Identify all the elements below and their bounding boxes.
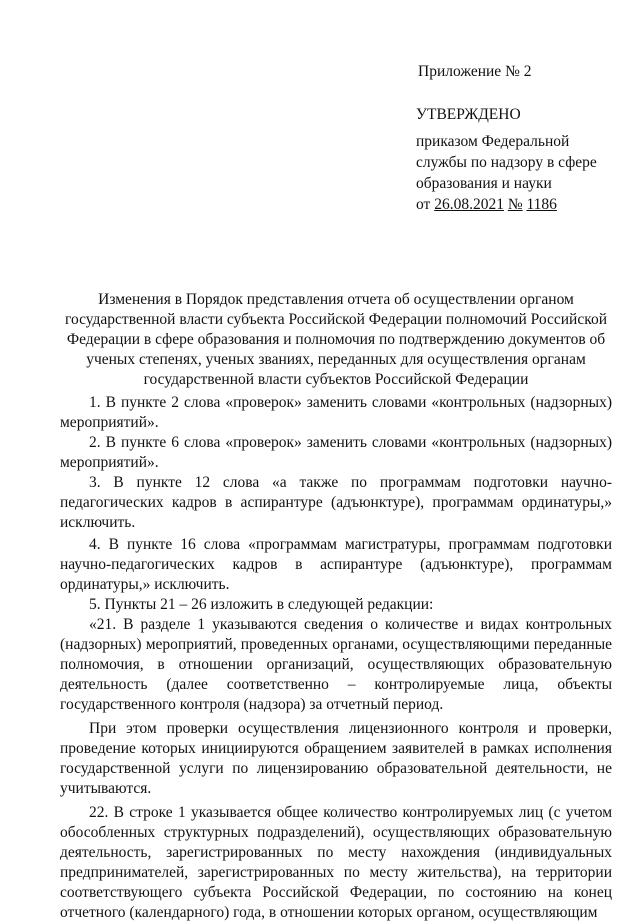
order-date: 26.08.2021 <box>434 196 504 213</box>
title-line: государственной власти субъектов Российской Федерации <box>143 371 529 388</box>
approved-heading: УТВЕРЖДЕНО <box>416 106 521 123</box>
title-line: ученых степенях, ученых званиях, переданных для осуществления органам <box>86 351 586 368</box>
number-label: № <box>507 196 523 213</box>
title-line: Изменения в Порядок представления отчета об осуществлении органом <box>98 291 574 308</box>
order-number: 1186 <box>526 196 557 213</box>
paragraph-item-5: 5. Пункты 21 – 26 изложить в следующей редакции: <box>89 596 434 613</box>
paragraph-item-2: 2. В пункте 6 слова «проверок» заменить словами «контрольных (надзорных) мероприятий». <box>60 434 612 471</box>
paragraph-note: При этом проверки осуществления лицензионного контроля и проверки, проведение которых инициируются обращением заявителей в рамках исполнения государственной услуги по лицензированию образовательной деятельности, не учитываются. <box>60 720 612 797</box>
order-line: службы по надзору в сфере <box>416 154 597 171</box>
appendix-label: Приложение № 2 <box>418 63 532 80</box>
order-line: приказом Федеральной <box>416 133 570 150</box>
document-body <box>60 393 612 923</box>
document-title <box>58 290 614 390</box>
order-line: образования и науки <box>416 175 552 192</box>
from-label: от <box>416 196 431 213</box>
order-date-line <box>416 194 616 215</box>
title-line: Федерации в сфере образования и полномочия по подтверждению документов об <box>66 331 606 348</box>
paragraph-item-21: «21. В разделе 1 указываются сведения о количестве и видах контрольных (надзорных) мероприятий, проведенных органами, осуществляющими переданные полномочия, в отношении организаций, осуществляющих образовательную деятельность (далее соответственно – контролируемые лица, объекты государственного контроля (надзора) за отчетный период. <box>60 616 612 713</box>
paragraph-item-1: 1. В пункте 2 слова «проверок» заменить словами «контрольных (надзорных) мероприятий». <box>60 394 612 431</box>
paragraph-item-3: 3. В пункте 12 слова «а также по программам подготовки научно-педагогических кадров в аспирантуре (адъюнктуре), программам ординатуры,» исключить. <box>60 474 612 531</box>
approval-block <box>416 104 616 215</box>
paragraph-item-22: 22. В строке 1 указывается общее количество контролируемых лиц (с учетом обособленных структурных подразделений), осуществляющих образовательную деятельность, зарегистрированных по месту нахождения (индивидуальных предпринимателей, зарегистрированных по месту жительства), на территории соответствующего субъекта Российской Федерации, по состоянию на конец отчетного (календарного) года, в отношении которых органом, осуществляющим <box>60 804 612 921</box>
paragraph-item-4: 4. В пункте 16 слова «программам магистратуры, программам подготовки научно-педагогических кадров в аспирантуре (адъюнктуре), программам ординатуры,» исключить. <box>60 536 612 593</box>
title-line: государственной власти субъекта Российской Федерации полномочий Российской <box>64 311 608 328</box>
